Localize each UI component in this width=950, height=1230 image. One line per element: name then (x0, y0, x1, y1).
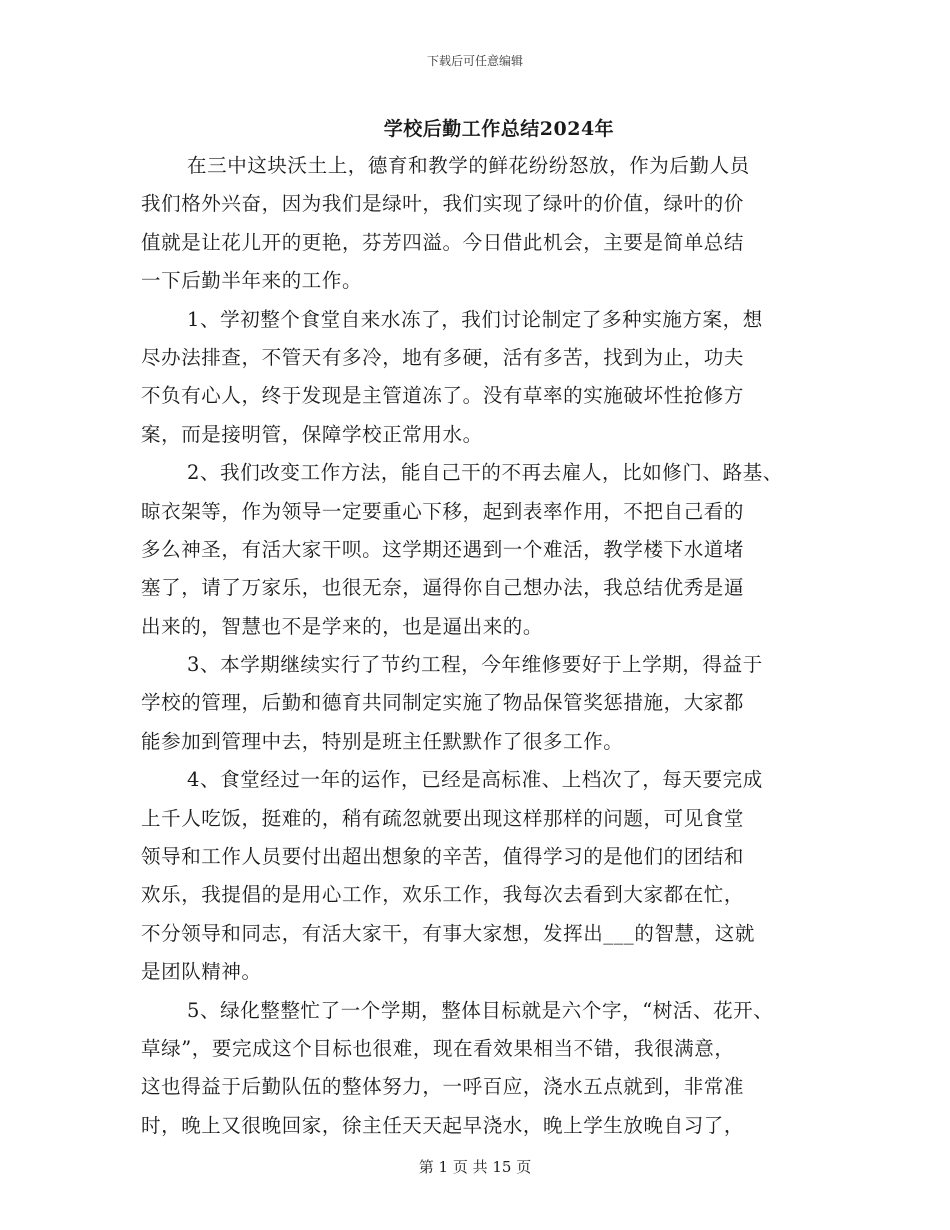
paragraph-line: 3、本学期继续实行了节约工程，今年维修要好于上学期，得益于 (187, 653, 763, 677)
paragraph-line: 不负有心人，终于发现是主管道冻了。没有草率的实施破坏性抢修方 (141, 384, 745, 408)
paragraph-line: 晾衣架等，作为领导一定要重心下移，起到表率作用，不把自己看的 (141, 499, 745, 523)
paragraph-line: 草绿”，要完成这个目标也很难，现在看效果相当不错，我很满意， (141, 1036, 735, 1060)
paragraph-line: 是团队精神。 (141, 960, 262, 984)
paragraph-line: 5、绿化整整忙了一个学期，整体目标就是六个字，“树活、花开、 (187, 998, 774, 1022)
paragraph-line: 出来的，智慧也不是学来的，也是逼出来的。 (141, 614, 544, 638)
paragraph-line: 领导和工作人员要付出超出想象的辛苦，值得学习的是他们的团结和 (141, 845, 745, 869)
paragraph-line: 时，晚上又很晚回家，徐主任天天起早浇水，晚上学生放晚自习了， (141, 1113, 745, 1137)
paragraph-line: 上千人吃饭，挺难的，稍有疏忽就要出现这样那样的问题，可见食堂 (141, 806, 745, 830)
header-note: 下载后可任意编辑 (426, 54, 523, 68)
paragraph-line: 一下后勤半年来的工作。 (141, 269, 363, 293)
paragraph-line: 我们格外兴奋，因为我们是绿叶，我们实现了绿叶的价值，绿叶的价 (141, 192, 745, 216)
paragraph-line: 欢乐，我提倡的是用心工作，欢乐工作，我每次去看到大家都在忙， (141, 883, 745, 907)
page-number: 第 1 页 共 15 页 (418, 1158, 532, 1176)
document-body (141, 147, 825, 1145)
paragraph-line: 4、食堂经过一年的运作，已经是高标准、上档次了，每天要完成 (187, 768, 763, 792)
paragraph-line: 1、学初整个食堂自来水冻了，我们讨论制定了多种实施方案，想 (187, 307, 763, 331)
paragraph-line: 在三中这块沃土上，德育和教学的鲜花纷纷怒放，作为后勤人员 (187, 154, 750, 177)
paragraph-line: 这也得益于后勤队伍的整体努力，一呼百应，浇水五点就到，非常准 (141, 1075, 745, 1099)
paragraph-line: 塞了，请了万家乐，也很无奈，逼得你自己想办法，我总结优秀是逼 (141, 576, 745, 600)
paragraph-line: 值就是让花儿开的更艳，芬芳四溢。今日借此机会，主要是简单总结 (141, 230, 745, 254)
paragraph-line: 学校的管理，后勤和德育共同制定实施了物品保管奖惩措施，大家都 (141, 691, 745, 715)
paragraph-line: 案，而是接明管，保障学校正常用水。 (141, 422, 483, 446)
document-title: 学校后勤工作总结2024年 (383, 118, 615, 140)
paragraph-line: 能参加到管理中去，特别是班主任默默作了很多工作。 (141, 729, 624, 753)
paragraph-line: 不分领导和同志，有活大家干，有事大家想，发挥出___的智慧，这就 (141, 921, 755, 945)
paragraph-line: 2、我们改变工作方法，能自己干的不再去雇人，比如修门、路基、 (187, 461, 783, 485)
paragraph-line: 多么神圣，有活大家干呗。这学期还遇到一个难活，教学楼下水道堵 (141, 537, 745, 561)
paragraph-line: 尽办法排查，不管天有多冷，地有多硬，活有多苦，找到为止，功夫 (141, 345, 745, 369)
